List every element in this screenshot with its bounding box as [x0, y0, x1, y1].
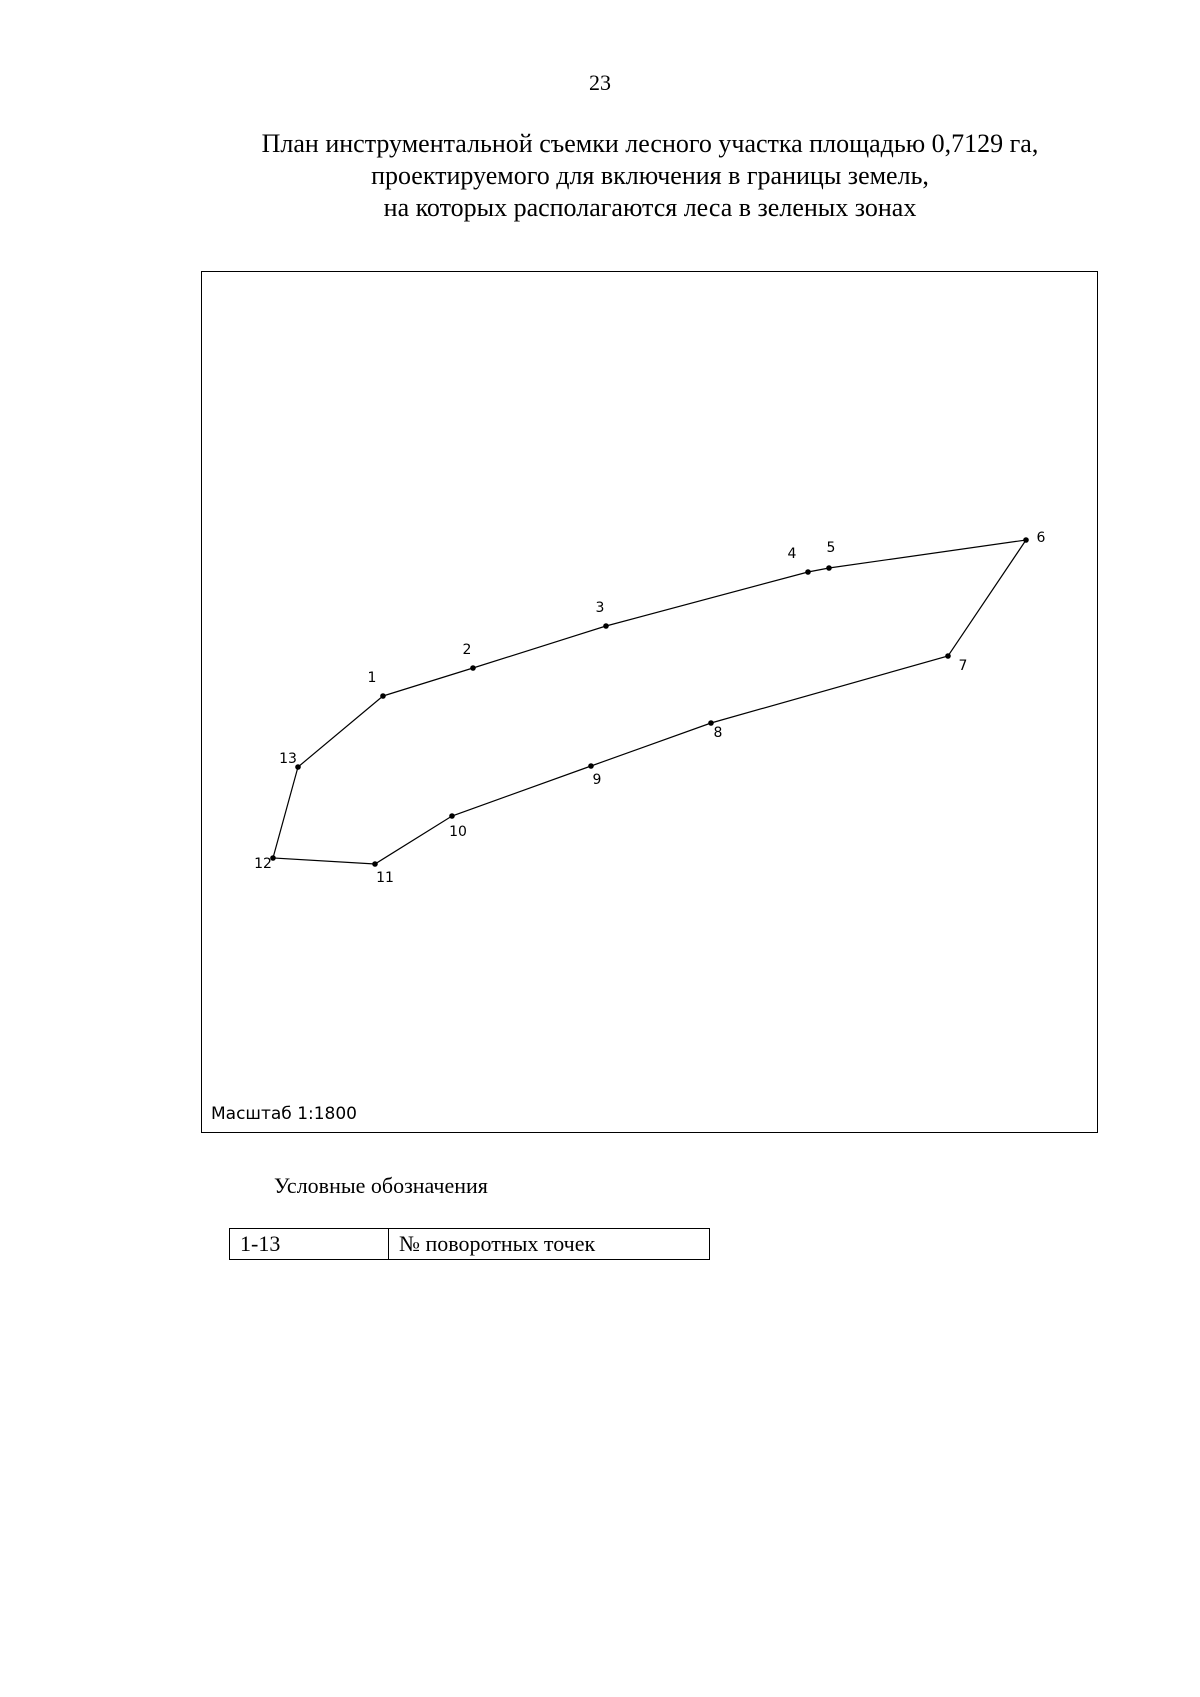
turning-point-marker: [1023, 537, 1029, 543]
turning-point-label: 9: [592, 772, 602, 788]
turning-point-label: 8: [713, 725, 723, 741]
turning-point-marker: [945, 653, 951, 659]
turning-point-label: 3: [595, 600, 605, 616]
turning-point-marker: [449, 813, 455, 819]
turning-point-label: 10: [449, 824, 467, 840]
plot-boundary-drawing: [202, 272, 1099, 1134]
turning-point-label: 1: [367, 670, 377, 686]
turning-point-marker: [372, 861, 378, 867]
map-scale-label: Масштаб 1:1800: [211, 1104, 358, 1124]
turning-point-label: 5: [826, 540, 836, 556]
turning-point-label: 12: [254, 856, 272, 872]
legend-table: [229, 1228, 710, 1260]
turning-point-marker: [805, 569, 811, 575]
page-number: 23: [589, 70, 611, 95]
legend-row: [230, 1229, 710, 1260]
legend-title: Условные обозначения: [274, 1173, 488, 1198]
turning-point-marker: [826, 565, 832, 571]
turning-point-marker: [588, 763, 594, 769]
turning-point-marker: [603, 623, 609, 629]
turning-point-marker: [380, 693, 386, 699]
turning-point-label: 7: [958, 658, 968, 674]
title-line-2: проектируемого для включения в границы земель,: [371, 161, 929, 190]
turning-point-label: 6: [1036, 530, 1046, 546]
page-title: [120, 128, 1180, 224]
turning-point-label: 2: [462, 642, 472, 658]
turning-point-label: 13: [279, 751, 297, 767]
turning-point-label: 11: [376, 870, 394, 886]
turning-point-label: 4: [787, 546, 797, 562]
legend-description: № поворотных точек: [389, 1229, 710, 1260]
turning-point-marker: [470, 665, 476, 671]
legend-code: 1-13: [230, 1229, 389, 1260]
title-line-3: на которых располагаются леса в зеленых зонах: [383, 193, 917, 222]
title-line-1: План инструментальной съемки лесного участка площадью 0,7129 га,: [261, 129, 1039, 158]
plot-boundary-line: [273, 540, 1026, 864]
survey-plan-map: [201, 271, 1098, 1133]
